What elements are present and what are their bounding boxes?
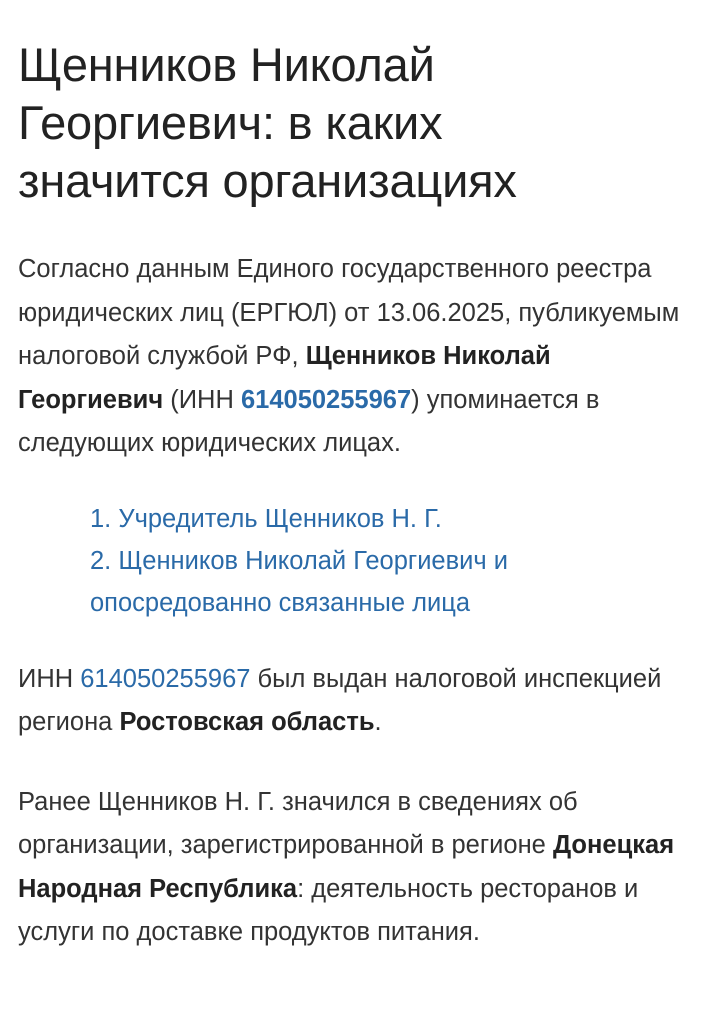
list-item (90, 540, 694, 624)
page-title-line-2: Георгиевич: в каких (18, 96, 443, 149)
prev-text-before: Ранее Щенников Н. Г. значился в сведениях об организации, зарегистрированной в регионе (18, 787, 578, 859)
inn-link[interactable]: 614050255967 (240, 385, 412, 414)
intro-paragraph (18, 248, 694, 466)
previous-organization-paragraph (18, 781, 694, 955)
page-title-line-1: Щенников Николай (18, 38, 435, 91)
organization-links-list (18, 498, 694, 624)
intro-text-after: ) упоминается в следующих юридических лицах. (18, 385, 600, 457)
inn-par-prefix: ИНН (18, 664, 81, 693)
person-name: Щенников Николай Георгиевич (18, 342, 551, 414)
inn-region-paragraph (18, 658, 694, 745)
list-item-number: 1. (90, 504, 112, 533)
previous-region-name: Донецкая Народная Республика (18, 831, 675, 903)
page-title (18, 36, 694, 210)
list-item-number: 2. (90, 546, 112, 575)
inn-par-suffix: . (374, 708, 382, 736)
inn-link-secondary[interactable]: 614050255967 (80, 664, 251, 693)
list-item (90, 498, 694, 540)
page-title-line-3: значится организациях (18, 154, 517, 207)
region-name: Ростовская область (119, 708, 375, 736)
inn-prefix: (ИНН (163, 385, 241, 414)
related-persons-link[interactable]: Щенников Николай Георгиевич и опосредованно связанные лица (90, 546, 509, 617)
intro-text-before: Согласно данным Единого государственного реестра юридических лиц (ЕРГЮЛ) от 13.06.2025, публикуемым налоговой службой РФ, (18, 255, 680, 370)
founder-link[interactable]: Учредитель Щенников Н. Г. (118, 504, 442, 533)
inn-par-middle: был выдан налоговой инспекцией региона (18, 664, 662, 736)
prev-text-after: : деятельность ресторанов и услуги по доставке продуктов питания. (18, 874, 639, 946)
